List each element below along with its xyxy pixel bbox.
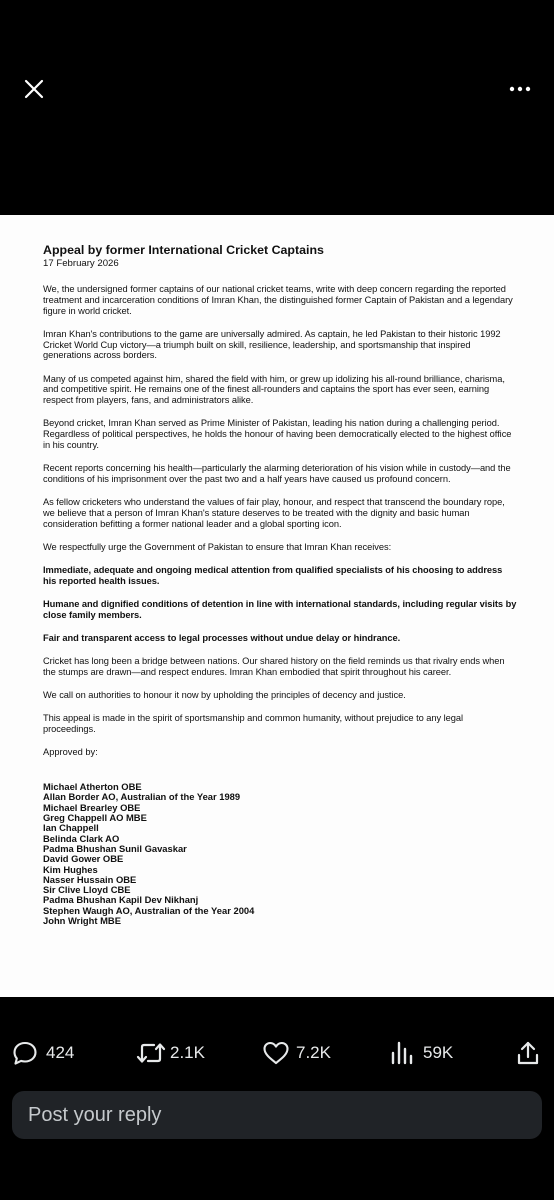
letter-date: 17 February 2026 — [43, 258, 119, 269]
signatory-name: Sir Clive Lloyd CBE — [43, 884, 131, 896]
letter-paragraph: Cricket has long been a bridge between nations. Our shared history on the field reminds us that rivalry ends when the stumps are drawn—and respect endures. Imran Khan embodied that spirit throughout his career. — [43, 656, 505, 678]
signatory-name: Stephen Waugh AO, Australian of the Year 2004 — [43, 904, 255, 916]
request-item: Fair and transparent access to legal processes without undue delay or hindrance. — [43, 633, 401, 644]
views-count: 59K — [423, 1043, 454, 1062]
letter-title: Appeal by former International Cricket Captains — [43, 243, 324, 257]
letter-paragraph: Beyond cricket, Imran Khan served as Prime Minister of Pakistan, leading his nation during a challenging period. Regardless of political perspectives, he holds the honour of having been democratically elected to the highest office in his country. — [43, 418, 512, 450]
reply-input[interactable] — [12, 1091, 542, 1139]
letter-body — [43, 284, 518, 735]
bottom-bar — [0, 997, 554, 1200]
share-icon — [516, 1040, 540, 1066]
letter-paragraph: We, the undersigned former captains of our national cricket teams, write with deep concern regarding the reported treatment and incarceration conditions of Imran Khan, the distinguished former Captain of Pakistan and a legendary figure in world cricket. — [43, 284, 513, 316]
signatory-name: Michael Atherton OBE — [43, 781, 142, 793]
letter-paragraph: This appeal is made in the spirit of sportsmanship and common humanity, without prejudice to any legal proceedings. — [43, 713, 464, 735]
signatory-name: Belinda Clark AO — [43, 832, 120, 844]
signatory-name: John Wright MBE — [43, 915, 121, 927]
signatory-name: David Gower OBE — [43, 853, 124, 865]
signatory-name: Nasser Hussain OBE — [43, 873, 137, 885]
letter-paragraph: As fellow cricketers who understand the values of fair play, honour, and respect that transcend the boundary rope, we believe that a person of Imran Khan's stature deserves to be treated with the dignity and basic human consideration befitting a former national leader and a global sporting icon. — [43, 497, 505, 529]
engagement-actions — [0, 1037, 554, 1069]
share-action[interactable] — [516, 1037, 540, 1069]
reply-count: 424 — [46, 1043, 75, 1062]
letter-paragraph: Many of us competed against him, shared the field with him, or grew up idolizing his all-round brilliance, charisma, and competitive spirit. He remains one of the finest all-rounders and captains the sport has ever seen, earning respect from players, fans, and administrators alike. — [43, 373, 505, 406]
repost-action[interactable] — [136, 1037, 205, 1069]
signatory-list — [43, 782, 518, 926]
like-count: 7.2K — [296, 1043, 331, 1062]
repost-count: 2.1K — [170, 1043, 205, 1062]
letter-image — [0, 215, 554, 997]
signatory-name: Kim Hughes — [43, 863, 98, 875]
signatory-name: Padma Bhushan Kapil Dev Nikhanj — [43, 894, 199, 906]
repost-icon — [136, 1040, 166, 1066]
more-button[interactable] — [500, 69, 540, 109]
signatory-name: Michael Brearley OBE — [43, 801, 141, 813]
letter-paragraph: Recent reports concerning his health—particularly the alarming deterioration of his vision while in custody—and the conditions of his imprisonment over the past two and a half years have caused us profound concern. — [43, 463, 511, 484]
reply-bubble-icon — [12, 1040, 38, 1066]
views-action[interactable] — [390, 1037, 453, 1069]
letter-content — [43, 243, 518, 926]
signatory-name: Ian Chappell — [43, 822, 99, 834]
views-chart-icon — [390, 1040, 414, 1066]
request-item: Immediate, adequate and ongoing medical attention from qualified specialists of his choosing to address his reported health issues. — [43, 565, 503, 586]
close-icon — [24, 79, 44, 99]
top-bar — [0, 0, 554, 215]
more-horizontal-icon — [509, 86, 531, 92]
letter-paragraph: We call on authorities to honour it now by upholding the principles of decency and justice. — [43, 690, 406, 701]
close-button[interactable] — [14, 69, 54, 109]
like-action[interactable] — [262, 1037, 331, 1069]
reply-action[interactable] — [12, 1037, 74, 1069]
approved-by-label: Approved by: — [43, 747, 98, 758]
reply-placeholder: Post your reply — [28, 1103, 162, 1126]
request-item: Humane and dignified conditions of detention in line with international standards, including regular visits by close family members. — [43, 599, 517, 620]
signatory-name: Padma Bhushan Sunil Gavaskar — [43, 842, 187, 854]
signatory-name: Greg Chappell AO MBE — [43, 812, 147, 824]
heart-icon — [262, 1040, 290, 1066]
letter-paragraph: Imran Khan's contributions to the game are universally admired. As captain, he led Pakistan to their historic 1992 Cricket World Cup victory—a triumph built on skill, resilience, leadership, and sportsmanship that inspired generations across borders. — [43, 328, 501, 361]
signatory-name: Allan Border AO, Australian of the Year 1989 — [43, 791, 241, 803]
letter-paragraph: We respectfully urge the Government of Pakistan to ensure that Imran Khan receives: — [43, 541, 392, 552]
